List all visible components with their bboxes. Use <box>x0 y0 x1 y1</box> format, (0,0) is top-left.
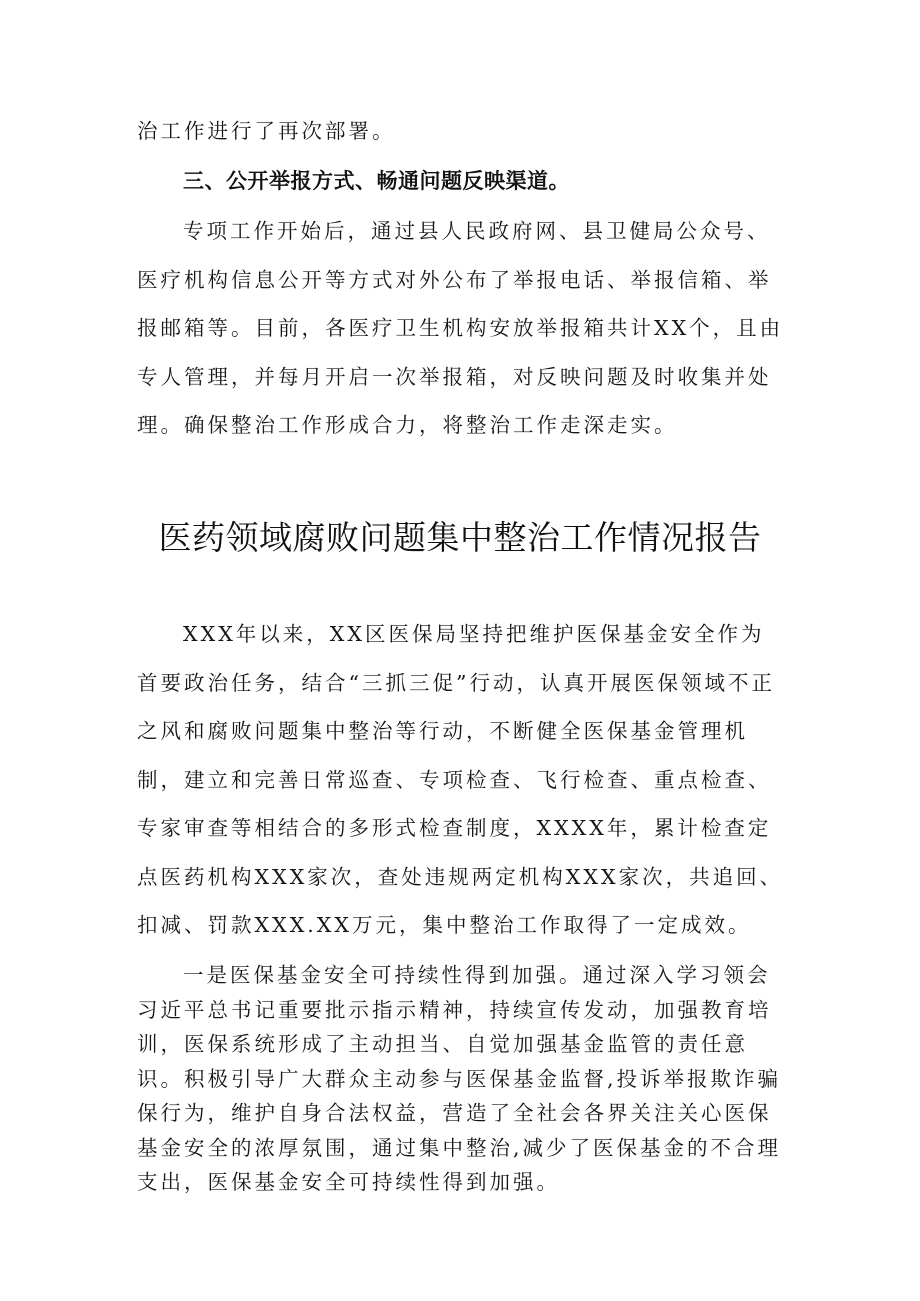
continuation-text: 治工作进行了再次部署。 <box>137 119 396 143</box>
report-intro-paragraph: XXX年以来，XX区医保局坚持把维护医保基金安全作为首要政治任务，结合“三抓三促”行动，认真开展医保领域不正之风和腐败问题集中整治等行动，不断健全医保基金管理机制，建立和完善日常巡查、专项检查、飞行检查、重点检查、专家审查等相结合的多形式检查制度，XXXX年，累计检查定点医药机构XXX家次，查处违规两定机构XXX家次，共追回、扣减、罚款XXX.XX万元，集中整治工作取得了一定成效。 <box>137 622 784 937</box>
report-title: 医药领域腐败问题集中整治工作情况报告 <box>158 518 762 557</box>
report-point-one-paragraph: 一是医保基金安全可持续性得到加强。通过深入学习领会习近平总书记重要批示指示精神，持续宣传发动，加强教育培训，医保系统形成了主动担当、自觉加强基金监管的责任意识。积极引导广大群众主动参与医保基金监督,投诉举报欺诈骗保行为，维护自身合法权益，营造了全社会各界关注关心医保基金安全的浓厚氛围，通过集中整治,减少了医保基金的不合理支出，医保基金安全可持续性得到加强。 <box>137 963 782 1194</box>
section-paragraph: 专项工作开始后，通过县人民政府网、县卫健局公众号、医疗机构信息公开等方式对外公布了举报电话、举报信箱、举报邮箱等。目前，各医疗卫生机构安放举报箱共计XX个，且由专人管理，并每月开启一次举报箱，对反映问题及时收集并处理。确保整治工作形成合力，将整治工作走深走实。 <box>137 219 784 437</box>
section-heading: 三、公开举报方式、畅通问题反映渠道。 <box>183 169 570 193</box>
